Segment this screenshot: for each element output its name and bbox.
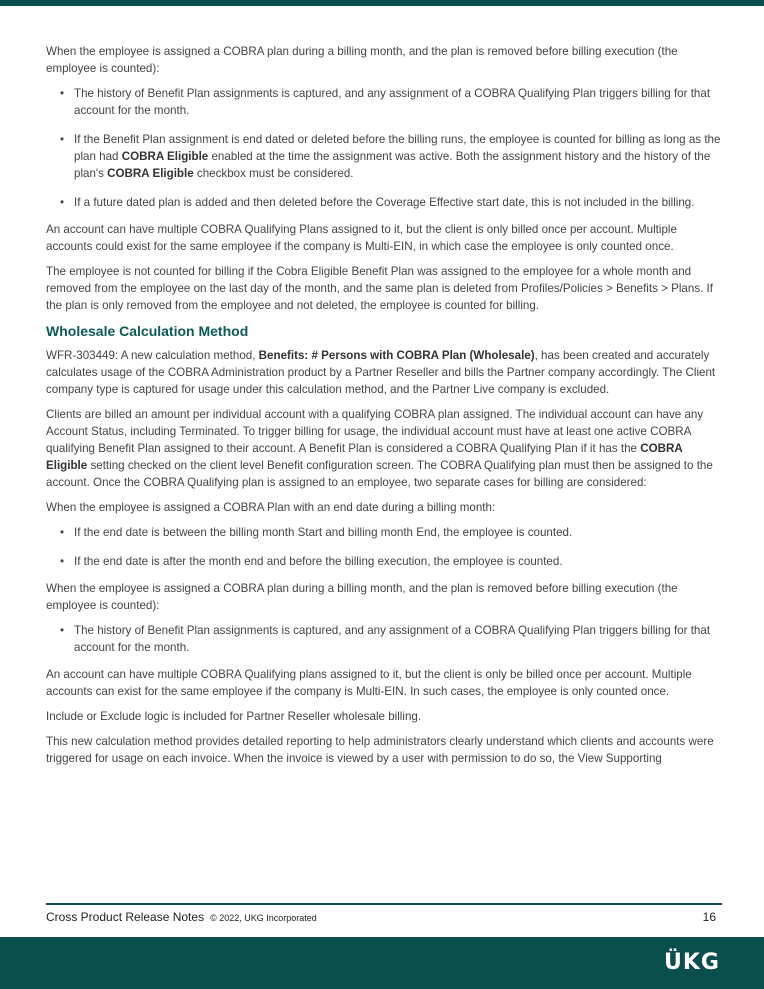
reporting-paragraph: This new calculation method provides detailed reporting to help administrators clearly understand which clients and accounts were triggered for usage on each invoice. When the invoice is viewed by a user with permission to do so, the View Supporting bbox=[46, 735, 714, 765]
multiple-plans-paragraph: An account can have multiple COBRA Qualifying Plans assigned to it, but the client is only billed once per account. Multiple accounts could exist for the same employee if the company is Multi-EIN, in which case the employee is only counted once. bbox=[46, 223, 677, 253]
billing-rules-paragraph: Clients are billed an amount per individual account with a qualifying COBRA plan assigned. The individual account can have any Account Status, including Terminated. To trigger billing for usage, the individual account must have at least one active COBRA qualifying Benefit Plan assigned to their account. A Benefit Plan is considered a COBRA Qualifying Plan if it has the COBRA Eligible setting checked on the client level Benefit configuration screen. The COBRA Qualifying plan must then be assigned to the account. Once the COBRA Qualifying plan is assigned to an employee, two separate cases for billing are considered: bbox=[46, 408, 713, 489]
footer-rule bbox=[46, 903, 722, 905]
list-item: • The history of Benefit Plan assignments is captured, and any assignment of a COBRA Qualifying Plan triggers billing for that account for the month. bbox=[74, 85, 722, 119]
end-date-intro: When the employee is assigned a COBRA Plan with an end date during a billing month: bbox=[46, 501, 496, 514]
removed-plan-intro: When the employee is assigned a COBRA plan during a billing month, and the plan is removed before billing execution (the employee is counted): bbox=[46, 582, 678, 612]
ukg-logo: ÜKG bbox=[664, 950, 720, 975]
multiple-plans-paragraph-2: An account can have multiple COBRA Qualifying plans assigned to it, but the client is only be billed once per account. Multiple accounts can exist for the same employee if the company is Multi-EIN. In such cases, the employee is only counted once. bbox=[46, 668, 692, 698]
section-heading: Wholesale Calculation Method bbox=[46, 323, 249, 339]
end-date-bullet-list bbox=[46, 524, 722, 570]
list-item: • If the Benefit Plan assignment is end dated or deleted before the billing runs, the employee is counted for billing as long as the plan had COBRA Eligible enabled at the time the assignment was active. Both the assignment history and the history of the plan's COBRA Eligible checkbox must be considered. bbox=[74, 131, 722, 182]
section1-bullet-list bbox=[46, 85, 722, 211]
history-bullet-list bbox=[46, 622, 722, 656]
page-footer bbox=[46, 909, 722, 926]
copyright-notice: © 2022, UKG Incorporated bbox=[210, 913, 317, 923]
page-content bbox=[46, 43, 722, 775]
section1-intro: When the employee is assigned a COBRA plan during a billing month, and the plan is removed before billing execution (the employee is counted): bbox=[46, 45, 678, 75]
page-number: 16 bbox=[702, 910, 716, 924]
list-item: • The history of Benefit Plan assignments is captured, and any assignment of a COBRA Qualifying Plan triggers billing for that account for the month. bbox=[74, 622, 722, 656]
not-counted-paragraph: The employee is not counted for billing if the Cobra Eligible Benefit Plan was assigned to the employee for a whole month and removed from the employee on the last day of the month, and the same plan is deleted from Profiles/Policies > Benefits > Plans. If the plan is only removed from the employee and not deleted, the employee is counted for billing. bbox=[46, 265, 713, 312]
footer-band bbox=[0, 937, 764, 989]
calc-method-paragraph: WFR-303449: A new calculation method, Benefits: # Persons with COBRA Plan (Wholesale), has been created and accurately calculates usage of the COBRA Administration product by a Partner Reseller and bills the Partner company accordingly. The Client company type is captured for usage under this calculation method, and the Partner Live company is excluded. bbox=[46, 349, 716, 396]
list-item: • If the end date is after the month end and before the billing execution, the employee is counted. bbox=[74, 553, 722, 570]
document-title: Cross Product Release Notes bbox=[46, 910, 205, 924]
list-item: • If a future dated plan is added and then deleted before the Coverage Effective start date, this is not included in the billing. bbox=[74, 194, 722, 211]
list-item: • If the end date is between the billing month Start and billing month End, the employee is counted. bbox=[74, 524, 722, 541]
include-exclude-paragraph: Include or Exclude logic is included for Partner Reseller wholesale billing. bbox=[46, 710, 422, 723]
top-bar bbox=[0, 0, 764, 6]
